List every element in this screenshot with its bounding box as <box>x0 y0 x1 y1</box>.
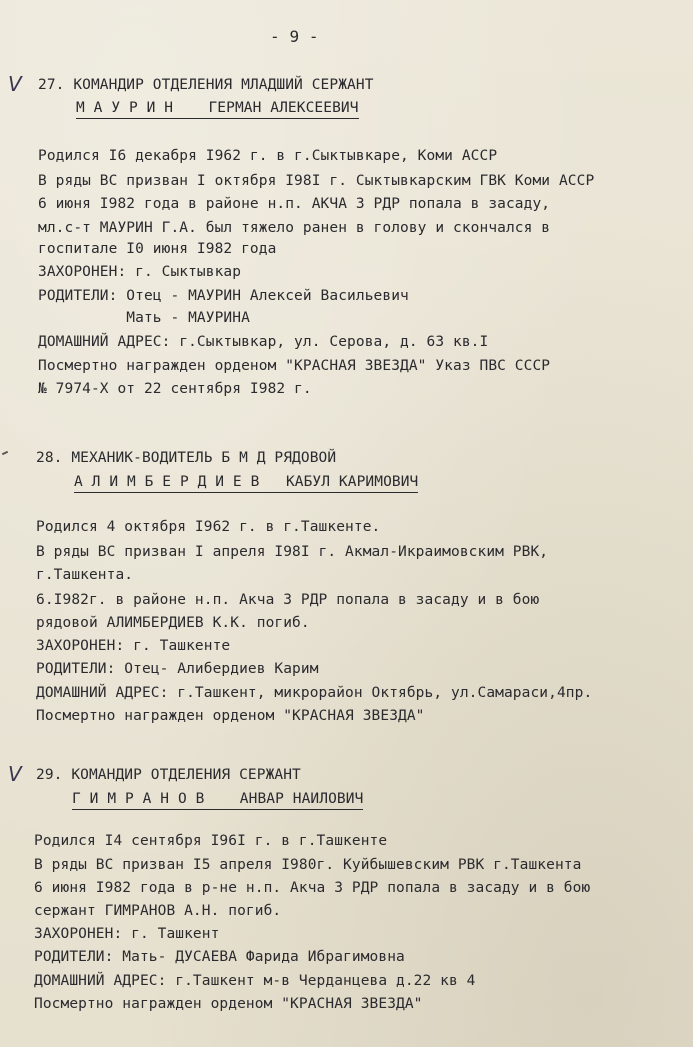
entry-text-line: ЗАХОРОНЕН: г. Сыктывкар <box>38 264 242 280</box>
entry-text-line: 6.I982г. в районе н.п. Акча 3 РДР попала в засаду и в бою <box>36 592 540 608</box>
entry-text-line: Родился I4 сентября I96I г. в г.Ташкенте <box>34 833 388 849</box>
entry-text-line: сержант ГИМРАНОВ А.Н. погиб. <box>34 903 282 919</box>
entry-text-line: 6 июня I982 года в районе н.п. АКЧА 3 РДР попала в засаду, <box>38 196 551 212</box>
entry-text-line: В ряды ВС призван I апреля I98I г. Акмал-Икраимовским РВК, <box>36 544 549 560</box>
check-mark: V <box>8 762 22 786</box>
entry-heading: 28. МЕХАНИК-ВОДИТЕЛЬ Б М Д РЯДОВОЙ <box>36 450 337 466</box>
entry-surname: А Л И М Б Е Р Д И Е В <box>74 474 260 490</box>
entry-text-line: № 7974-Х от 22 сентября I982 г. <box>38 381 312 397</box>
entry-surname: М А У Р И Н <box>76 100 174 116</box>
entry-text-line: мл.с-т МАУРИН Г.А. был тяжело ранен в голову и скончался в <box>38 220 551 236</box>
entry-text-line: В ряды ВС призван I октября I98I г. Сыктывкарским ГВК Коми АССР <box>38 173 595 189</box>
entry-text-line: РОДИТЕЛИ: Отец- Алибердиев Карим <box>36 661 319 677</box>
entry-given-name: ГЕРМАН АЛЕКСЕЕВИЧ <box>208 100 359 116</box>
entry-text-line: РОДИТЕЛИ: Отец - МАУРИН Алексей Васильевич <box>38 288 409 304</box>
entry-text-line: г.Ташкента. <box>36 567 134 583</box>
entry-text-line: ДОМАШНИЙ АДРЕС: г.Сыктывкар, ул. Серова, д. 63 кв.I <box>38 334 489 350</box>
entry-text-line: В ряды ВС призван I5 апреля I980г. Куйбышевским РВК г.Ташкента <box>34 857 582 873</box>
entry-text-line: рядовой АЛИМБЕРДИЕВ К.К. погиб. <box>36 615 310 631</box>
entry-given-name: КАБУЛ КАРИМОВИЧ <box>285 474 419 490</box>
entry-text-line: РОДИТЕЛИ: Мать- ДУСАЕВА Фарида Ибрагимовна <box>34 949 405 965</box>
check-mark: V <box>8 72 22 96</box>
entry-name <box>72 790 363 810</box>
entry-text-line: ЗАХОРОНЕН: г. Ташкенте <box>36 638 231 654</box>
entry-text-line: Посмертно награжден орденом "КРАСНАЯ ЗВЕЗДА" Указ ПВС СССР <box>38 358 551 374</box>
entry-name <box>76 99 359 119</box>
entry-name <box>74 473 418 493</box>
margin-tick <box>2 451 8 455</box>
entry-heading: 27. КОМАНДИР ОТДЕЛЕНИЯ МЛАДШИЙ СЕРЖАНТ <box>38 77 374 93</box>
entry-surname: Г И М Р А Н О В <box>72 791 205 807</box>
entry-text-line: ЗАХОРОНЕН: г. Ташкент <box>34 926 220 942</box>
entry-text-line: Родился I6 декабря I962 г. в г.Сыктывкаре, Коми АССР <box>38 148 498 164</box>
entry-text-line: ДОМАШНИЙ АДРЕС: г.Ташкент, микрорайон Октябрь, ул.Самараси,4пр. <box>36 685 593 701</box>
entry-text-line: Посмертно награжден орденом "КРАСНАЯ ЗВЕЗДА" <box>36 708 425 724</box>
page-number: - 9 - <box>270 27 319 46</box>
entry-text-line: 6 июня I982 года в р-не н.п. Акча 3 РДР попала в засаду и в бою <box>34 880 591 896</box>
entry-text-line: Посмертно награжден орденом "КРАСНАЯ ЗВЕЗДА" <box>34 996 423 1012</box>
entry-text-line: Мать - МАУРИНА <box>38 310 250 326</box>
entry-text-line: Родился 4 октября I962 г. в г.Ташкенте. <box>36 519 381 535</box>
entry-text-line: ДОМАШНИЙ АДРЕС: г.Ташкент м-в Черданцева д.22 кв 4 <box>34 973 476 989</box>
entry-heading: 29. КОМАНДИР ОТДЕЛЕНИЯ СЕРЖАНТ <box>36 767 301 783</box>
entry-text-line: госпитале I0 июня I982 года <box>38 241 277 257</box>
entry-given-name: АНВАР НАИЛОВИЧ <box>239 791 364 807</box>
